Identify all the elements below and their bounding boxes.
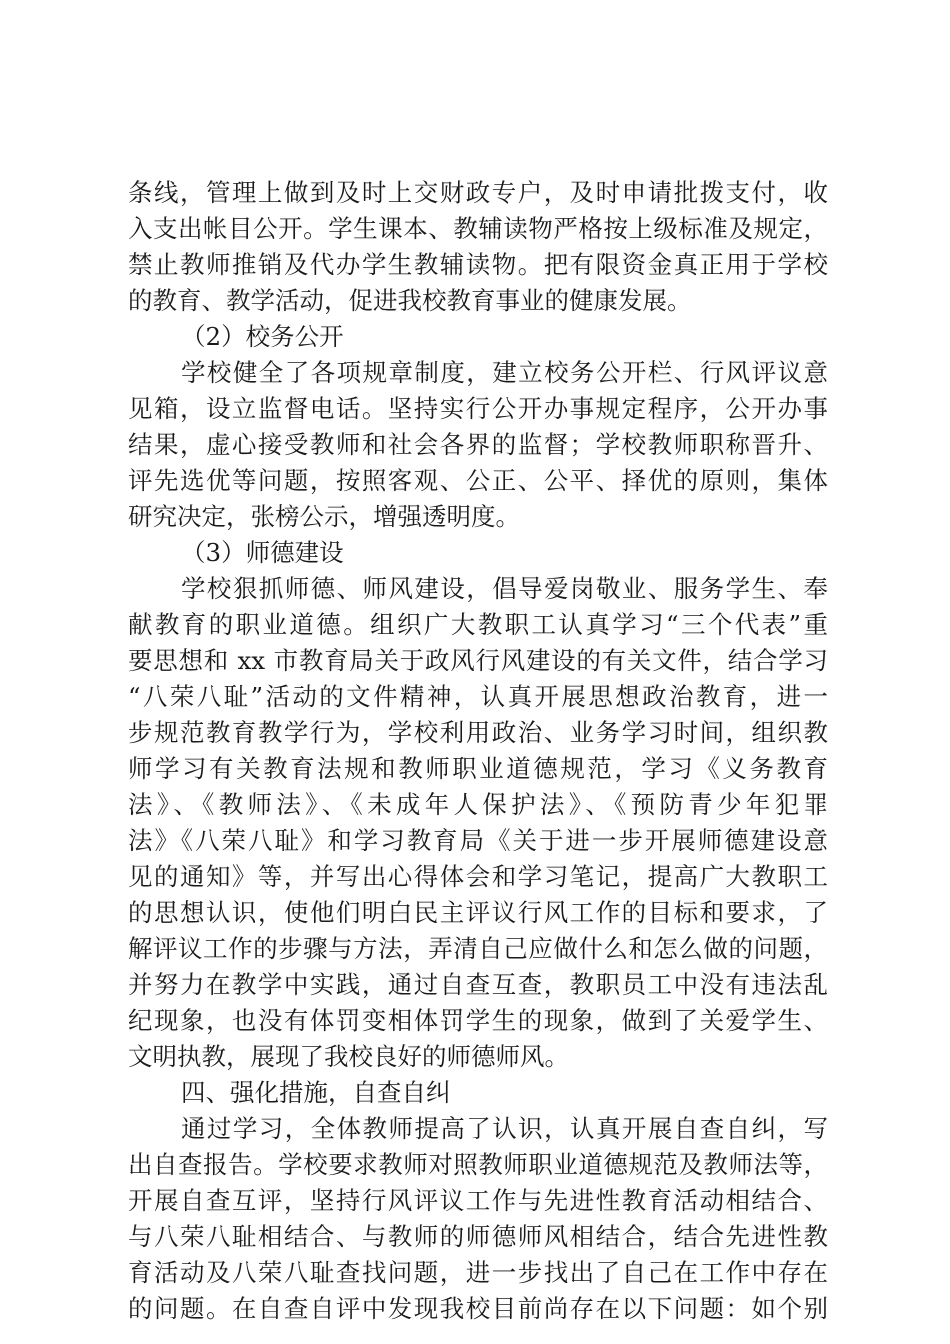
body-text-line: 步规范教育教学行为，学校利用政治、业务学习时间，组织教	[128, 718, 828, 747]
body-text-line: 见箱，设立监督电话。坚持实行公开办事规定程序，公开办事	[128, 394, 828, 423]
paragraph-first-line: 通过学习，全体教师提高了认识，认真开展自查自纠，写	[181, 1114, 828, 1143]
body-text-line: 法》《八荣八耻》和学习教育局《关于进一步开展师德建设意	[128, 826, 828, 855]
body-text-line: “八荣八耻”活动的文件精神，认真开展思想政治教育，进一	[128, 682, 828, 711]
body-text-line: 评先选优等问题，按照客观、公正、公平、择优的原则，集体	[128, 466, 828, 495]
body-text-line: 与八荣八耻相结合、与教师的师德师风相结合，结合先进性教	[128, 1222, 828, 1251]
body-text-line: 禁止教师推销及代办学生教辅读物。把有限资金真正用于学校	[128, 250, 828, 279]
section-heading: （3）师德建设	[181, 538, 344, 567]
body-text-line: 的问题。在自查自评中发现我校目前尚存在以下问题：如个别	[128, 1294, 828, 1323]
body-text-line: 献教育的职业道德。组织广大教职工认真学习“三个代表”重	[128, 610, 828, 639]
body-text-line: 结果，虚心接受教师和社会各界的监督；学校教师职称晋升、	[128, 430, 828, 459]
body-text-line: 法》、《教师法》、《未成年人保护法》、《预防青少年犯罪	[128, 790, 828, 819]
body-text-line: 见的通知》等，并写出心得体会和学习笔记，提高广大教职工	[128, 862, 828, 891]
body-text-line: 研究决定，张榜公示，增强透明度。	[128, 502, 520, 531]
body-text-line: 文明执教，展现了我校良好的师德师风。	[128, 1042, 569, 1071]
body-text-line: 的教育、教学活动，促进我校教育事业的健康发展。	[128, 286, 692, 315]
body-text-line: 要思想和 xx 市教育局关于政风行风建设的有关文件，结合学习	[128, 646, 828, 675]
body-text-line: 入支出帐目公开。学生课本、教辅读物严格按上级标准及规定，	[128, 214, 828, 243]
body-text-line: 纪现象，也没有体罚变相体罚学生的现象，做到了关爱学生、	[128, 1006, 828, 1035]
body-text-line: 师学习有关教育法规和教师职业道德规范，学习《义务教育	[128, 754, 828, 783]
body-text-line: 的思想认识，使他们明白民主评议行风工作的目标和要求，了	[128, 898, 828, 927]
body-text-line: 条线，管理上做到及时上交财政专户，及时申请批拨支付，收	[128, 178, 828, 207]
section-heading: （2）校务公开	[181, 322, 344, 351]
body-text-line: 并努力在教学中实践，通过自查互查，教职员工中没有违法乱	[128, 970, 828, 999]
body-text-line: 育活动及八荣八耻查找问题，进一步找出了自己在工作中存在	[128, 1258, 828, 1287]
paragraph-first-line: 学校狠抓师德、师风建设，倡导爱岗敬业、服务学生、奉	[181, 574, 828, 603]
body-text-line: 开展自查互评，坚持行风评议工作与先进性教育活动相结合、	[128, 1186, 828, 1215]
section-heading: 四、强化措施，自查自纠	[181, 1078, 451, 1107]
paragraph-first-line: 学校健全了各项规章制度，建立校务公开栏、行风评议意	[181, 358, 828, 387]
body-text-line: 解评议工作的步骤与方法，弄清自己应做什么和怎么做的问题，	[128, 934, 828, 963]
body-text-line: 出自查报告。学校要求教师对照教师职业道德规范及教师法等，	[128, 1150, 828, 1179]
